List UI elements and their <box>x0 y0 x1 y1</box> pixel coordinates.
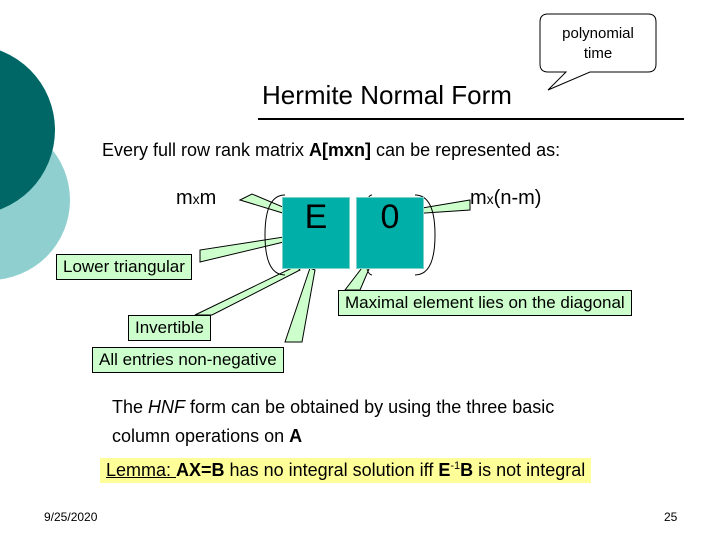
intro-before: Every full row rank matrix <box>102 140 310 160</box>
title-rule <box>258 118 684 120</box>
bubble-line-1: polynomial <box>562 25 634 42</box>
para-bold: A <box>289 426 303 446</box>
intro-bold: A[mxn] <box>309 140 372 160</box>
intro-text <box>102 140 560 161</box>
label-m: m <box>176 187 193 209</box>
para-line-1 <box>112 393 554 422</box>
label-mxm <box>176 187 216 210</box>
para-t1: The <box>112 397 149 417</box>
para-t2: form can be obtained by using the three basic <box>185 397 555 417</box>
pointer-non-negative <box>285 268 315 342</box>
lemma-box <box>100 458 591 483</box>
lemma-eq: AX=B <box>176 460 225 480</box>
hnf-paragraph <box>112 393 554 451</box>
page-title: Hermite Normal Form <box>262 80 512 110</box>
label-x: x <box>192 191 200 207</box>
callout-non-negative: All entries non-negative <box>92 347 284 373</box>
para-t3: column operations on <box>112 426 290 446</box>
label-nm: (n-m) <box>493 187 542 209</box>
lemma-mid: has no integral solution iff <box>224 460 439 480</box>
lemma-prefix: Lemma: <box>106 460 177 480</box>
lemma-end: is not integral <box>473 460 586 480</box>
label-m2: m <box>199 187 217 209</box>
callout-lower-triangular: Lower triangular <box>56 254 192 280</box>
lemma-e: E <box>438 460 451 480</box>
label-x: x <box>486 191 494 207</box>
speech-bubble-text <box>548 24 648 64</box>
label-mxnm <box>470 187 541 210</box>
para-line-2 <box>112 422 554 451</box>
footer-date: 9/25/2020 <box>44 510 98 524</box>
matrix-cell-zero: 0 <box>356 197 424 269</box>
bubble-line-2: time <box>583 45 613 62</box>
pointer-invertible <box>195 266 300 315</box>
callout-invertible: Invertible <box>128 315 211 341</box>
callout-maximal: Maximal element lies on the diagonal <box>338 290 632 316</box>
lemma-b: B <box>460 460 474 480</box>
intro-after: can be represented as: <box>371 140 561 160</box>
label-m: m <box>470 187 487 209</box>
pointer-lower-triangular <box>200 236 292 262</box>
para-hnf: HNF <box>148 397 186 417</box>
lemma-sup: -1 <box>450 460 461 472</box>
page-number: 25 <box>664 510 678 524</box>
matrix-cell-e: E <box>282 197 350 269</box>
